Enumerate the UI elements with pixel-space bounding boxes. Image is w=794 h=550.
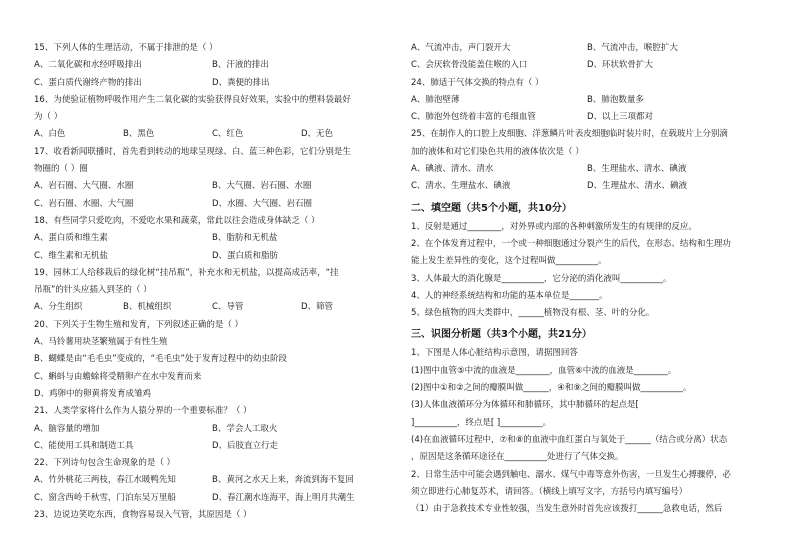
- q16-options: [34, 126, 390, 143]
- q22-options-row-2: [34, 490, 390, 507]
- q24-options-row-2: [411, 109, 763, 126]
- q23-option-a: A、气流冲击，声门裂开大: [411, 43, 511, 53]
- q17-stem-2: 物圈的（ ）圈: [34, 164, 88, 175]
- q17-option-b: B、大气圈、岩石圈、水圈: [212, 181, 312, 192]
- q18-option-a: A、蛋白质和维生素: [34, 233, 108, 244]
- q18-option-b: B、脂肪和无机盐: [212, 233, 278, 244]
- left-column: [34, 40, 390, 524]
- q16-option-d: D、无色: [301, 129, 334, 140]
- q23-option-b: B、气流冲击，喉腔扩大: [587, 43, 678, 53]
- q25-options-row-2: [411, 178, 763, 195]
- q15-option-a: A、二氧化碳和水经呼吸排出: [34, 60, 142, 71]
- q22-option-c: C、窗含西岭千秋雪，门泊东吴万里船: [34, 492, 176, 503]
- q23-option-c: C、会厌软骨没能盖住喉的入口: [411, 60, 528, 71]
- section-2-title: 二、填空题（共5个小题，共10分）: [411, 202, 572, 214]
- q24-stem: 24、肺适于气体交换的特点有（ ）: [411, 77, 544, 88]
- q16-stem-2: 为（ ）: [34, 112, 63, 123]
- fill-q5: 5、绿色植物的四大类群中，______植物没有根、茎、叶的分化。: [411, 308, 655, 319]
- q24-options-row-1: [411, 92, 763, 109]
- q15-options-row-2: [34, 75, 390, 92]
- q24-option-b: B、肺泡数量多: [587, 94, 644, 105]
- q20-option-c: C、蝌蚪与由蟾蜍将受精卵产在水中发育而来: [34, 371, 202, 382]
- q22-options-row-1: [34, 472, 390, 489]
- q15-option-c: C、蛋白质代谢终产物的排出: [34, 77, 142, 88]
- q25-options-row-1: [411, 161, 763, 178]
- q25-stem-1: 25、在制作人的口腔上皮细胞、洋葱鳞片叶表皮细胞临时装片时，在载玻片上分别滴: [411, 129, 728, 140]
- q19-option-d: D、筛管: [301, 302, 334, 313]
- q22-option-a: A、竹外桃花三两枝，春江水暖鸭先知: [34, 475, 176, 486]
- section-3-title: 三、识图分析题（共3个小题，共21分）: [411, 329, 592, 341]
- q24-option-c: C、肺泡外包绕着丰富的毛细血管: [411, 112, 536, 123]
- q21-options-row-2: [34, 438, 390, 455]
- diagram-q1-intro: 1、下图是人体心脏结构示意图，请据图回答: [411, 348, 578, 359]
- fill-q4: 4、人的神经系统结构和功能的基本单位是_______。: [411, 290, 608, 301]
- q19-stem-1: 19、园林工人给移栽后的绿化树“挂吊瓶”，补充水和无机盐，以提高成活率，“挂: [34, 267, 339, 278]
- q25-stem-2: 加的液体和对它们染色共用的液体依次是（ ）: [411, 146, 584, 157]
- q19-option-c: C、导管: [212, 302, 244, 313]
- q24-option-a: A、肺泡壁薄: [411, 94, 460, 105]
- diagram-q2-intro-line-1: 2、日常生活中可能会遇到触电、溺水、煤气中毒等意外伤害，一旦发生心搏骤停，必: [411, 469, 731, 480]
- q22-option-d: D、春江潮水连海平，海上明月共潮生: [212, 492, 355, 503]
- q25-option-a: A、碘液、清水、清水: [411, 164, 494, 175]
- q19-option-b: B、机械组织: [123, 302, 172, 313]
- right-column: [411, 40, 763, 518]
- q20-stem: 20、下列关于生物生殖和发育，下列叙述正确的是（ ）: [34, 319, 244, 330]
- q19-options: [34, 299, 390, 316]
- diagram-q1-part4-line-1: (4)在血液循环过程中，⑦和⑧的血液中血红蛋白与氧处于______（结合或分离）状态: [411, 434, 728, 445]
- q21-options-row-1: [34, 421, 390, 438]
- q17-option-d: D、水圈、大气圈、岩石圈: [212, 198, 313, 209]
- fill-q2-line-1: 2、在个体发育过程中，一个或一种细胞通过分裂产生的后代，在形态、结构和生理功: [411, 238, 731, 249]
- fill-q2-line-2: 能上发生差异性的变化，这个过程叫做__________。: [411, 256, 607, 267]
- q25-option-d: D、生理盐水、清水、碘液: [587, 181, 688, 192]
- q25-option-c: C、清水、生理盐水、碘液: [411, 181, 511, 192]
- q17-option-c: C、岩石圈、水圈、大气圈: [34, 198, 134, 209]
- q16-stem-1: 16、为使验证植物呼吸作用产生二氧化碳的实验获得良好效果，实验中的塑料袋最好: [34, 94, 351, 105]
- q18-options-row-1: [34, 230, 390, 247]
- q21-stem: 21、人类学家将什么作为人猿分界的一个重要标准？（ ）: [34, 406, 252, 417]
- diagram-q1-part3-line-1: (3)人体血液循环分为体循环和肺循环，其中肺循环的起点是[: [411, 400, 639, 411]
- q22-option-b: B、黄河之水天上来，奔流到海不复回: [212, 475, 354, 486]
- q20-option-d: D、鸡卵中的卵黄将发育成雏鸡: [34, 388, 152, 399]
- diagram-q2-part1: （1）由于急救技术专业性较强，当发生意外时首先应该拨打______急救电话，然后: [411, 504, 723, 515]
- q17-stem-1: 17、收看新闻联播时，首先看到转动的地球呈现绿、白、蓝三种色彩，它们分别是生: [34, 146, 351, 157]
- q15-option-b: B、汗液的排出: [212, 60, 269, 71]
- q21-option-a: A、脑容量的增加: [34, 423, 100, 434]
- q15-option-d: D、粪便的排出: [212, 77, 270, 88]
- fill-q3: 3、人体最大的消化腺是__________，它分泌的消化液叫__________。: [411, 273, 672, 284]
- q23-stem: 23、边说边笑吃东西，食物容易误入气管，其原因是（ ）: [34, 510, 252, 521]
- diagram-q1-part4-line-2: ，原因是这条循环途径在__________处进行了气体交换。: [411, 452, 624, 463]
- q18-option-d: D、蛋白质和脂肪: [212, 250, 279, 261]
- q18-option-c: C、维生素和无机盐: [34, 250, 108, 261]
- q23-option-d: D、环状软骨扩大: [587, 60, 654, 71]
- q25-option-b: B、生理盐水、清水、碘液: [587, 164, 687, 175]
- q24-option-d: D、以上三项都对: [587, 112, 654, 123]
- q16-option-c: C、红色: [212, 129, 244, 140]
- q17-options-row-2: [34, 196, 390, 213]
- q17-options-row-1: [34, 178, 390, 195]
- diagram-q1-part2: (2)图中①和②之间的瓣膜叫做______，④和⑨之间的瓣膜叫做__________。: [411, 383, 692, 394]
- diagram-q1-part3-line-2: ]__________，终点是[ ]__________。: [411, 417, 552, 428]
- q23-options-row-2: [411, 57, 763, 74]
- q20-option-b: B、蝴蝶是由“毛毛虫”变成的，“毛毛虫”处于发育过程中的幼虫阶段: [34, 354, 287, 365]
- q19-stem-2: 吊瓶”的针头应插入到茎的（ ）: [34, 285, 152, 296]
- q22-stem: 22、下列诗句包含生命现象的是（ ）: [34, 458, 176, 469]
- q20-option-a: A、马铃薯用块茎繁殖属于有性生殖: [34, 337, 168, 348]
- q23-options-row-1: [411, 40, 763, 57]
- q16-option-a: A、白色: [34, 129, 66, 140]
- q21-option-c: C、能使用工具和制造工具: [34, 440, 134, 451]
- q15-options-row-1: [34, 57, 390, 74]
- q21-option-b: B、学会人工取火: [212, 423, 278, 434]
- diagram-q1-part1: (1)图中血管⑤中流的血液是________，血管⑥中流的血液是________。: [411, 365, 677, 376]
- q21-option-d: D、后肢直立行走: [212, 440, 279, 451]
- q15-stem: 15、下列人体的生理活动，不属于排泄的是（ ）: [34, 43, 218, 53]
- q18-stem: 18、有些同学只爱吃肉，不爱吃水果和蔬菜，常此以往会造成身体缺乏（ ）: [34, 215, 320, 226]
- q16-option-b: B、黑色: [123, 129, 155, 140]
- q17-option-a: A、岩石圈、大气圈、水圈: [34, 181, 134, 192]
- q18-options-row-2: [34, 248, 390, 265]
- q19-option-a: A、分生组织: [34, 302, 83, 313]
- fill-q1: 1、反射是通过________，对外界或内部的各种刺激所发生的有规律的反应。: [411, 221, 697, 232]
- diagram-q2-intro-line-2: 须立即进行心肺复苏术，请回答。（横线上填写文字，方括号内填写编号）: [411, 486, 688, 497]
